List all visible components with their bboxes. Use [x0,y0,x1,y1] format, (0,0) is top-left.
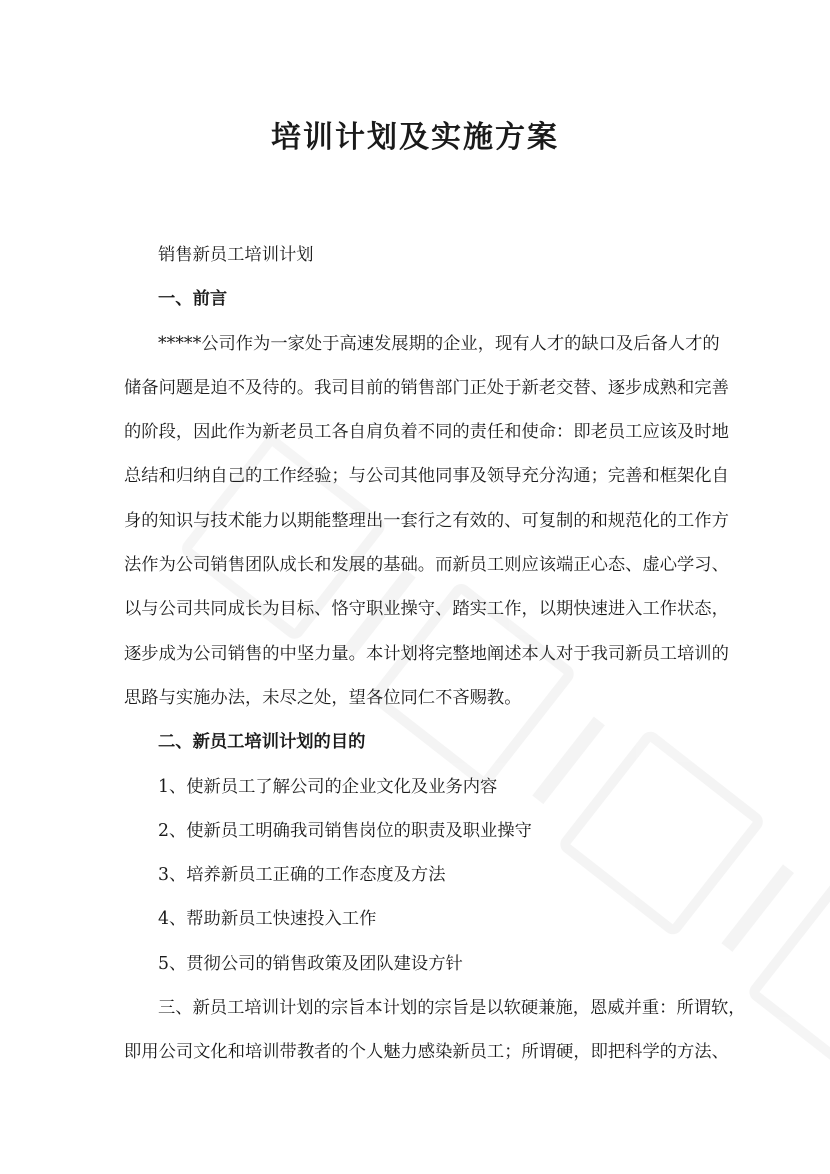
section-heading-preface: 一、前言 [158,289,228,310]
document-title: 培训计划及实施方案 [271,120,559,155]
paragraph-line: 的阶段，因此作为新老员工各自肩负着不同的责任和使命：即老员工应该及时地 [124,422,729,443]
document-subtitle: 销售新员工培训计划 [158,245,314,265]
paragraph-line: 储备问题是迫不及待的。我司目前的销售部门正处于新老交替、逐步成熟和完善 [124,377,729,398]
paragraph-line: 身的知识与技术能力以期能整理出一套行之有效的、可复制的和规范化的工作方 [124,510,729,531]
paragraph-line: 思路与实施办法，未尽之处，望各位同仁不吝赐教。 [124,687,522,708]
watermark-glyph [745,876,830,1087]
watermark-bar [721,864,794,951]
paragraph-line: 总结和归纳自己的工作经验；与公司其他同事及领导充分沟通；完善和框架化自 [124,466,729,487]
list-item: 4、帮助新员工快速投入工作 [158,909,377,930]
list-item: 3、培养新员工正确的工作态度及方法 [158,865,446,886]
section-heading-purpose: 二、新员工培训计划的目的 [158,732,366,753]
paragraph-line: 以与公司共同成长为目标、恪守职业操守、踏实工作，以期快速进入工作状态， [124,599,729,620]
list-item: 5、贯彻公司的销售政策及团队建设方针 [158,953,463,974]
paragraph-line: 即用公司文化和培训带教者的个人魅力感染新员工；所谓硬，即把科学的方法、 [124,1042,729,1063]
list-item: 2、使新员工明确我司销售岗位的职责及职业操守 [158,820,532,841]
list-item: 1、使新员工了解公司的企业文化及业务内容 [158,776,498,797]
paragraph-line: 三、新员工培训计划的宗旨本计划的宗旨是以软硬兼施，恩威并重：所谓软， [158,998,746,1019]
paragraph-line: 法作为公司销售团队成长和发展的基础。而新员工则应该端正心态、虚心学习、 [124,555,729,576]
document-body [124,233,746,1075]
paragraph-line: *****公司作为一家处于高速发展期的企业，现有人才的缺口及后备人才的 [158,333,720,354]
paragraph-line: 逐步成为公司销售的中坚力量。本计划将完整地阐述本人对于我司新员工培训的 [124,643,729,664]
